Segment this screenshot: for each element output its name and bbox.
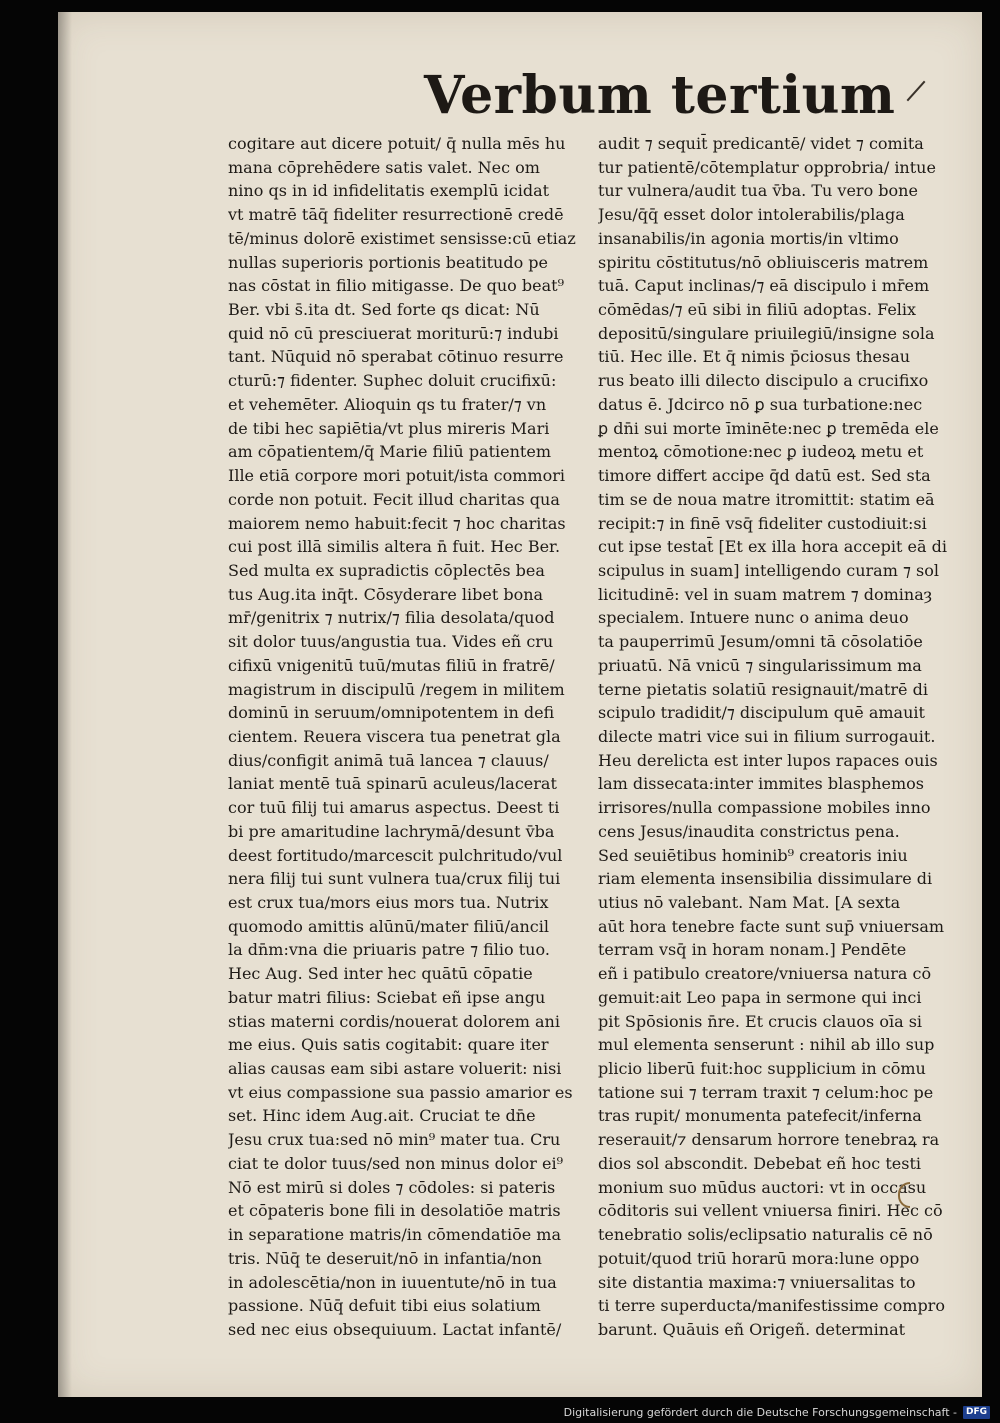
text-line: rus beato illi dilecto discipulo a crucifixo bbox=[598, 371, 929, 391]
text-line: utius nō valebant. Nam Mat. [A sexta bbox=[598, 893, 901, 912]
text-line: potuit/quod triū horarū mora:lune oppo bbox=[598, 1248, 920, 1268]
text-line: laniat mentē tuā spinarū aculeus/lacerat bbox=[228, 774, 557, 794]
text-line: tant. Nūquid nō sperabat cōtinuo resurre bbox=[228, 347, 564, 367]
text-line: scipulus in suam] intelligendo curam ⁊ sol bbox=[598, 560, 939, 580]
text-line: tatione sui ⁊ terram traxit ⁊ celum:hoc pe bbox=[598, 1082, 934, 1102]
text-line: audit ⁊ sequit̄ predicantē/ videt ⁊ comita bbox=[598, 134, 924, 153]
text-line: la dn̄m:vna die priuaris patre ⁊ filio tuo. bbox=[228, 940, 550, 960]
text-line: tim se de noua matre itromittit: statim eā bbox=[598, 489, 935, 509]
text-line: mul elementa senserunt : nihil ab illo sup bbox=[598, 1035, 935, 1055]
running-header: Verbum tertium bbox=[424, 65, 896, 126]
text-line: cogitare aut dicere potuit/ q̄ nulla mēs hu bbox=[228, 134, 566, 153]
text-line: ta pauperrimū Jesum/omni tā cōsolatiōe bbox=[598, 632, 923, 652]
text-line: magistrum in discipulū /regem in militem bbox=[228, 679, 565, 699]
text-line: tiū. Hec ille. Et q̄ nimis p̄ciosus thesau bbox=[598, 347, 911, 367]
text-line: aūt hora tenebre facte sunt sup̄ vniuersam bbox=[598, 916, 945, 936]
text-line: et cōpateris bone fili in desolatiōe matris bbox=[228, 1201, 561, 1221]
text-line: priuatū. Nā vnicū ⁊ singularissimum ma bbox=[598, 655, 922, 675]
text-line: mentoꝝ cōmotione:nec ꝑ iudeoꝝ metu et bbox=[598, 442, 924, 462]
text-line: tras rupit/ monumenta patefecit/inferna bbox=[598, 1106, 922, 1126]
text-line: nas cōstat in filio mitigasse. De quo beat⁹ bbox=[228, 276, 564, 296]
text-line: Ille etiā corpore mori potuit/ista commori bbox=[228, 466, 565, 486]
text-line: ꝑ dn̄i sui morte īminēte:nec ꝑ tremēda ele bbox=[598, 418, 939, 438]
text-line: terne pietatis solatiū resignauit/matrē di bbox=[598, 679, 928, 699]
text-line: dominū in seruum/omnipotentem in defi bbox=[228, 703, 555, 723]
text-line: dios sol abscondit. Debebat eñ hoc testi bbox=[598, 1153, 921, 1173]
text-line: sit dolor tuus/angustia tua. Vides eñ cru bbox=[228, 632, 554, 652]
text-line: vt matrē tāq̄ fideliter resurrectionē credē bbox=[228, 205, 564, 225]
text-line: site distantia maxima:⁊ vniuersalitas to bbox=[598, 1272, 916, 1292]
text-line: set. Hinc idem Aug.ait. Cruciat te dn̄e bbox=[228, 1106, 536, 1126]
text-line: ciat te dolor tuus/sed non minus dolor ei⁹ bbox=[228, 1153, 564, 1173]
text-line: cientem. Reuera viscera tua penetrat gla bbox=[228, 726, 561, 746]
text-line: tris. Nūq̄ te deseruit/nō in infantia/non bbox=[228, 1248, 542, 1268]
text-line: datus ē. Jdcirco nō ꝑ sua turbatione:nec bbox=[598, 394, 923, 414]
text-line: maiorem nemo habuit:fecit ⁊ hoc charitas bbox=[228, 513, 566, 533]
dfg-logo: DFG bbox=[963, 1406, 990, 1419]
text-line: mana cōprehēdere satis valet. Nec om bbox=[228, 157, 540, 177]
text-line: licitudinē: vel in suam matrem ⁊ dominaȝ bbox=[598, 584, 933, 604]
text-line: sed nec eius obsequiuum. Lactat infantē/ bbox=[228, 1319, 562, 1339]
footer-text: Digitalisierung gefördert durch die Deutsche Forschungsgemeinschaft - bbox=[563, 1405, 957, 1419]
text-line: tur vulnera/audit tua v̄ba. Tu vero bone bbox=[598, 181, 918, 201]
text-line: Heu derelicta est inter lupos rapaces ouis bbox=[598, 750, 938, 770]
text-line: mr̄/genitrix ⁊ nutrix/⁊ filia desolata/quod bbox=[228, 608, 555, 628]
text-line: specialem. Intuere nunc o anima deuo bbox=[598, 608, 909, 628]
text-line: gemuit:ait Leo papa in sermone qui inci bbox=[598, 987, 922, 1007]
right-text-column bbox=[598, 132, 988, 1342]
text-line: spiritu cōstitutus/nō obliuisceris matrem bbox=[598, 252, 929, 272]
text-line: est crux tua/mors eius mors tua. Nutrix bbox=[228, 893, 549, 912]
text-line: cōmēdas/⁊ eū sibi in filiū adoptas. Felix bbox=[598, 300, 917, 320]
left-text-column bbox=[228, 132, 633, 1342]
text-line: irrisores/nulla compassione mobiles inno bbox=[598, 798, 931, 818]
text-line: cōditoris sui vellent vniuersa finiri. Hec cō bbox=[598, 1201, 943, 1221]
text-line: alias causas eam sibi astare voluerit: nisi bbox=[228, 1059, 562, 1079]
text-line: de tibi hec sapiētia/vt plus mireris Mari bbox=[228, 418, 550, 438]
text-line: ti terre superducta/manifestissime compro bbox=[598, 1296, 945, 1316]
text-line: in separatione matris/in cōmendatiōe ma bbox=[228, 1225, 561, 1245]
text-line: dius/configit animā tuā lancea ⁊ clauus/ bbox=[228, 750, 549, 770]
text-line: reserauit/⁊ densarum horrore tenebraꝝ ra bbox=[598, 1130, 940, 1150]
text-line: Jesu/q̄q̄ esset dolor intolerabilis/plaga bbox=[598, 205, 905, 225]
text-line: quid nō cū presciuerat moriturū:⁊ indubi bbox=[228, 323, 559, 343]
text-line: riam elementa insensibilia dissimulare di bbox=[598, 869, 933, 889]
text-line: et vehemēter. Alioquin qs tu frater/⁊ vn bbox=[228, 394, 547, 414]
text-line: barunt. Quāuis eñ Origeñ. determinat bbox=[598, 1319, 906, 1339]
text-line: Hec Aug. Sed inter hec quātū cōpatie bbox=[228, 964, 533, 984]
text-line: batur matri filius: Sciebat eñ ipse angu bbox=[228, 987, 546, 1007]
text-line: scipulo tradidit/⁊ discipulum quē amauit bbox=[598, 703, 925, 723]
text-line: Ber. vbi s̄.ita dt. Sed forte qs dicat: Nū bbox=[228, 300, 540, 320]
text-line: vt eius compassione sua passio amarior es bbox=[228, 1082, 573, 1102]
text-line: pit Spōsionis n̄re. Et crucis clauos oīa si bbox=[598, 1011, 923, 1031]
text-line: me eius. Quis satis cogitabit: quare iter bbox=[228, 1035, 549, 1055]
book-page bbox=[58, 12, 982, 1397]
text-line: nera filij tui sunt vulnera tua/crux filij tui bbox=[228, 869, 561, 889]
text-line: am cōpatientem/q̄ Marie filiū patientem bbox=[228, 442, 551, 462]
text-line: tenebratio solis/eclipsatio naturalis cē nō bbox=[598, 1225, 933, 1245]
text-line: stias materni cordis/nouerat dolorem ani bbox=[228, 1011, 560, 1031]
text-line: Jesu crux tua:sed nō min⁹ mater tua. Cru bbox=[228, 1130, 561, 1150]
text-line: insanabilis/in agonia mortis/in vltimo bbox=[598, 228, 899, 248]
text-line: Sed seuiētibus hominib⁹ creatoris iniu bbox=[598, 845, 908, 865]
text-line: cifixū vnigenitū tuū/mutas filiū in fratrē/ bbox=[228, 655, 555, 675]
footer-credit bbox=[564, 1404, 990, 1420]
text-line: corde non potuit. Fecit illud charitas qua bbox=[228, 489, 560, 509]
text-line: quomodo amittis alūnū/mater filiū/ancil bbox=[228, 916, 549, 936]
text-line: cui post illā similis altera n̄ fuit. Hec Ber. bbox=[228, 537, 561, 557]
text-line: eñ i patibulo creatore/vniuersa natura cō bbox=[598, 964, 932, 984]
text-line: timore differt accipe q̄d datū est. Sed sta bbox=[598, 466, 931, 486]
text-line: cut ipse testat̄ [Et ex illa hora accepit eā di bbox=[598, 537, 947, 557]
text-line: cturū:⁊ fidenter. Suphec doluit crucifixū: bbox=[228, 371, 557, 391]
text-line: cor tuū filij tui amarus aspectus. Deest ti bbox=[228, 798, 560, 818]
text-line: Nō est mirū si doles ⁊ cōdoles: si pateris bbox=[228, 1177, 556, 1197]
text-line: recipit:⁊ in finē vsq̄ fideliter custodiuit:si bbox=[598, 513, 927, 533]
text-line: tus Aug.ita inq̄t. Cōsyderare libet bona bbox=[228, 584, 544, 604]
text-line: in adolescētia/non in iuuentute/nō in tua bbox=[228, 1272, 557, 1292]
text-line: passione. Nūq̄ defuit tibi eius solatium bbox=[228, 1296, 541, 1316]
text-line: deest fortitudo/marcescit pulchritudo/vul bbox=[228, 845, 563, 865]
text-line: dilecte matri vice sui in filium surrogauit. bbox=[598, 726, 936, 746]
text-line: plicio liberū fuit:hoc supplicium in cōmu bbox=[598, 1059, 926, 1079]
text-line: monium suo mūdus auctori: vt in occasu bbox=[598, 1177, 927, 1197]
text-line: lam dissecata:inter immites blasphemos bbox=[598, 774, 924, 794]
text-line: depositū/singulare priuilegiū/insigne sola bbox=[598, 323, 935, 343]
text-line: cens Jesus/inaudita constrictus pena. bbox=[598, 821, 900, 841]
text-line: tē/minus dolorē existimet sensisse:cū etiaz bbox=[228, 228, 576, 248]
text-line: nullas superioris portionis beatitudo pe bbox=[228, 252, 548, 272]
text-line: tur patientē/cōtemplatur opprobria/ intue bbox=[598, 157, 936, 177]
text-line: tuā. Caput inclinas/⁊ eā discipulo i mr̄em bbox=[598, 276, 930, 296]
text-line: nino qs in id infidelitatis exemplū icidat bbox=[228, 181, 550, 201]
text-line: Sed multa ex supradictis cōplectēs bea bbox=[228, 560, 545, 580]
text-line: terram vsq̄ in horam nonam.] Pendēte bbox=[598, 940, 907, 960]
text-line: bi pre amaritudine lachrymā/desunt v̄ba bbox=[228, 821, 555, 841]
